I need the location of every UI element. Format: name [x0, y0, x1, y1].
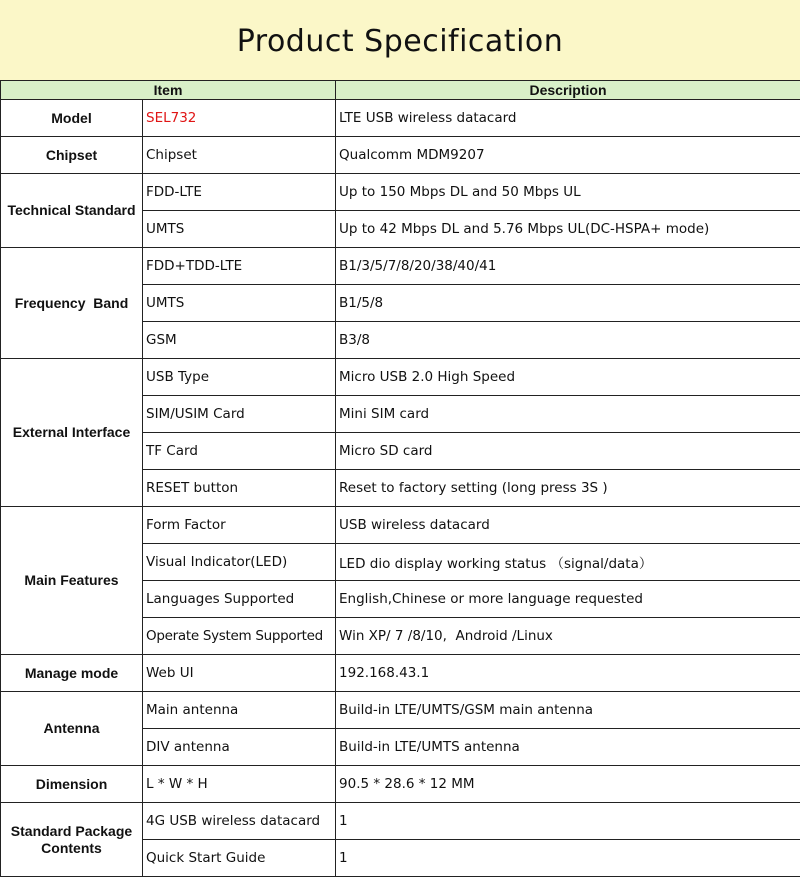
table-row: [1, 655, 800, 692]
description-cell: Build-in LTE/UMTS/GSM main antenna: [336, 692, 800, 729]
table-row: [1, 766, 800, 803]
description-cell: Micro USB 2.0 High Speed: [336, 359, 800, 396]
description-cell: Mini SIM card: [336, 396, 800, 433]
item-cell: TF Card: [143, 433, 336, 470]
item-cell: UMTS: [143, 285, 336, 322]
category-technical-standard: Technical Standard: [1, 174, 143, 248]
item-cell: USB Type: [143, 359, 336, 396]
item-cell: Visual Indicator(LED): [143, 544, 336, 581]
title-banner: [0, 0, 800, 80]
item-cell: UMTS: [143, 211, 336, 248]
item-cell: Quick Start Guide: [143, 840, 336, 877]
item-cell: DIV antenna: [143, 729, 336, 766]
item-cell: Main antenna: [143, 692, 336, 729]
item-cell: FDD+TDD-LTE: [143, 248, 336, 285]
description-cell: B1/3/5/7/8/20/38/40/41: [336, 248, 800, 285]
category-frequency-band: Frequency Band: [1, 248, 143, 359]
table-row: [1, 100, 800, 137]
item-cell: FDD-LTE: [143, 174, 336, 211]
category-manage-mode: Manage mode: [1, 655, 143, 692]
table-row: [1, 803, 800, 840]
item-cell: Operate System Supported: [143, 618, 336, 655]
item-cell: RESET button: [143, 470, 336, 507]
table-row: [1, 692, 800, 729]
table-row: [1, 507, 800, 544]
item-cell: Chipset: [143, 137, 336, 174]
description-cell: Up to 42 Mbps DL and 5.76 Mbps UL(DC-HSPA+ mode): [336, 211, 800, 248]
table-row: [1, 174, 800, 211]
description-cell: 1: [336, 840, 800, 877]
item-cell: SEL732: [143, 100, 336, 137]
description-cell: Micro SD card: [336, 433, 800, 470]
category-chipset: Chipset: [1, 137, 143, 174]
item-cell: Languages Supported: [143, 581, 336, 618]
description-cell: Qualcomm MDM9207: [336, 137, 800, 174]
header-description: Description: [336, 81, 800, 100]
table-header-row: [1, 81, 800, 100]
item-cell: Web UI: [143, 655, 336, 692]
table-row: [1, 359, 800, 396]
description-cell: English,Chinese or more language requested: [336, 581, 800, 618]
item-cell: GSM: [143, 322, 336, 359]
category-main-features: Main Features: [1, 507, 143, 655]
header-item: Item: [1, 81, 336, 100]
description-cell: Win XP/ 7 /8/10, Android /Linux: [336, 618, 800, 655]
page-title: Product Specification: [236, 23, 564, 59]
description-cell: B1/5/8: [336, 285, 800, 322]
description-cell: 1: [336, 803, 800, 840]
category-dimension: Dimension: [1, 766, 143, 803]
item-cell: L * W * H: [143, 766, 336, 803]
description-cell: Build-in LTE/UMTS antenna: [336, 729, 800, 766]
description-cell: Reset to factory setting (long press 3S ): [336, 470, 800, 507]
table-row: [1, 137, 800, 174]
description-cell: 90.5 * 28.6 * 12 MM: [336, 766, 800, 803]
description-cell: Up to 150 Mbps DL and 50 Mbps UL: [336, 174, 800, 211]
category-standard-package: Standard Package Contents: [1, 803, 143, 877]
spec-table: [0, 80, 800, 877]
category-antenna: Antenna: [1, 692, 143, 766]
table-row: [1, 248, 800, 285]
category-model: Model: [1, 100, 143, 137]
category-external-interface: External Interface: [1, 359, 143, 507]
description-cell: B3/8: [336, 322, 800, 359]
description-cell: LED dio display working status （signal/data）: [336, 544, 800, 581]
description-cell: 192.168.43.1: [336, 655, 800, 692]
description-cell: USB wireless datacard: [336, 507, 800, 544]
item-cell: Form Factor: [143, 507, 336, 544]
item-cell: SIM/USIM Card: [143, 396, 336, 433]
description-cell: LTE USB wireless datacard: [336, 100, 800, 137]
item-cell: 4G USB wireless datacard: [143, 803, 336, 840]
